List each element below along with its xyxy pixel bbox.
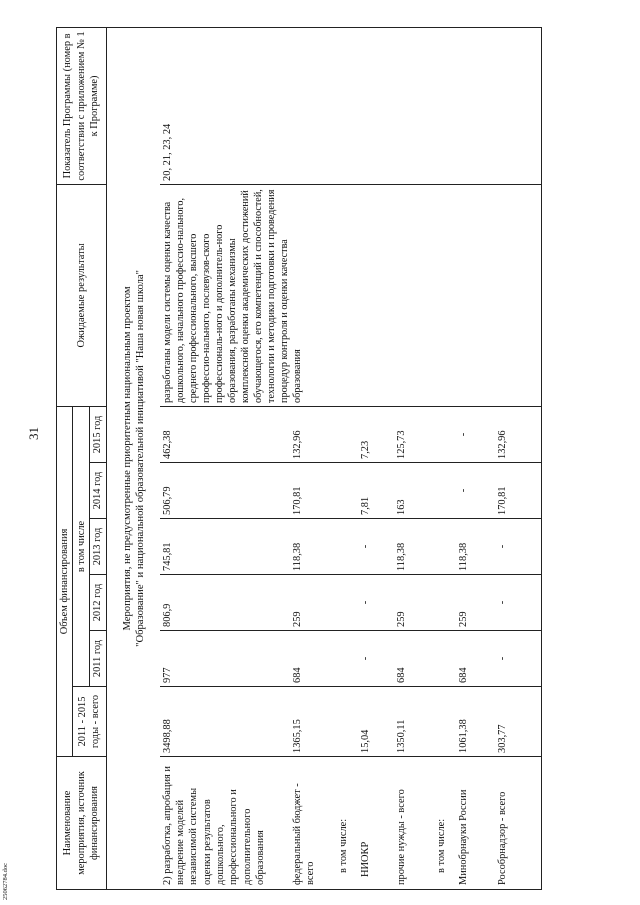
cell-2011: 977 — [160, 631, 290, 687]
cell-2013: 118,38 — [394, 519, 434, 575]
cell-2011 — [336, 631, 358, 687]
cell-total: 1365,15 — [290, 687, 336, 757]
year-header: 2013 год — [90, 519, 106, 575]
row-name: федеральный бюджет - всего — [290, 757, 336, 890]
cell-2014: 170,81 — [495, 463, 542, 519]
row-name: в том числе: — [434, 757, 456, 890]
cell-total — [336, 687, 358, 757]
expected-results-cont — [495, 184, 542, 406]
col-name-header: Наименование мероприятия, источник финансирования — [57, 757, 107, 890]
table-row — [160, 27, 290, 889]
cell-2012 — [336, 575, 358, 631]
indicator-cont — [495, 27, 542, 184]
section-heading-row — [106, 27, 160, 889]
cell-2012: 259 — [456, 575, 495, 631]
cell-2013: 745,81 — [160, 519, 290, 575]
cell-2014: 163 — [394, 463, 434, 519]
table-header — [57, 27, 107, 889]
page-number: 31 — [26, 427, 41, 440]
section-heading — [106, 27, 160, 889]
cell-2014 — [434, 463, 456, 519]
cell-2015 — [434, 406, 456, 462]
col-indicator-header: Показатель Программы (номер в соответствии с приложением № 1 к Программе) — [57, 27, 107, 184]
col-total-header: 2011 - 2015 годы - всего — [73, 687, 106, 757]
cell-2014: 506,79 — [160, 463, 290, 519]
cell-2013: 118,38 — [290, 519, 336, 575]
cell-2015: 132,96 — [495, 406, 542, 462]
cell-total: 3498,88 — [160, 687, 290, 757]
cell-2014: 170,81 — [290, 463, 336, 519]
row-name: Рособрнадзор - всего — [495, 757, 542, 890]
col-funding-header: Объем финансирования — [57, 406, 73, 756]
cell-2011: - — [358, 631, 394, 687]
section-heading-line1: Мероприятия, не предусмотренные приоритетным национальным проектом — [121, 286, 133, 631]
cell-2015 — [336, 406, 358, 462]
cell-2012: 259 — [394, 575, 434, 631]
cell-2015: 7,23 — [358, 406, 394, 462]
year-header: 2015 год — [90, 406, 106, 462]
year-header: 2011 год — [90, 631, 106, 687]
cell-2012: - — [358, 575, 394, 631]
col-expected-header: Ожидаемые результаты — [57, 184, 107, 406]
cell-total: 15,04 — [358, 687, 394, 757]
year-header: 2014 год — [90, 463, 106, 519]
cell-2012 — [434, 575, 456, 631]
cell-2014 — [336, 463, 358, 519]
row-name: Минобрнауки России — [456, 757, 495, 890]
cell-2013 — [336, 519, 358, 575]
row-name: НИОКР — [358, 757, 394, 890]
cell-2015: 462,38 — [160, 406, 290, 462]
cell-total: 1061,38 — [456, 687, 495, 757]
cell-2014: 7,81 — [358, 463, 394, 519]
cell-2015: - — [456, 406, 495, 462]
document-code: 25062784.doc — [2, 862, 9, 900]
cell-2015: 132,96 — [290, 406, 336, 462]
cell-2013: 118,38 — [456, 519, 495, 575]
rotated-page-content — [56, 28, 616, 890]
section-heading-line2: "Образование" и национальной образовательной инициативой "Наша новая школа" — [135, 270, 147, 647]
cell-2013: - — [358, 519, 394, 575]
cell-2014: - — [456, 463, 495, 519]
cell-2011: - — [495, 631, 542, 687]
table-row — [495, 27, 542, 889]
cell-2012: 806,9 — [160, 575, 290, 631]
cell-total: 303,77 — [495, 687, 542, 757]
cell-total: 1350,11 — [394, 687, 434, 757]
funding-table — [56, 27, 542, 890]
row-name: прочие нужды - всего — [394, 757, 434, 890]
expected-results: разработаны модели системы оценки качества дошкольного, начального профессио-нального, среднего профессионального, высшего профессио-нального, послевузов-ского профессиональ-ного и дополнитель-ного образования, разработаны механизмы комплексной оценки академических достижений обучающегося, его компетенций и способностей, технологии и методики подготовки и проведения процедур контроля и оценки качества образования — [160, 184, 495, 406]
cell-2013: - — [495, 519, 542, 575]
cell-2011 — [434, 631, 456, 687]
year-header: 2012 год — [90, 575, 106, 631]
cell-2012: 259 — [290, 575, 336, 631]
cell-2011: 684 — [394, 631, 434, 687]
cell-2011: 684 — [290, 631, 336, 687]
indicator-numbers: 20, 21, 23, 24 — [160, 27, 495, 184]
cell-2012: - — [495, 575, 542, 631]
cell-2013 — [434, 519, 456, 575]
row-name: в том числе: — [336, 757, 358, 890]
table-body — [106, 27, 541, 889]
col-incl-header: в том числе — [73, 406, 90, 686]
cell-2015: 125,73 — [394, 406, 434, 462]
row-name: 2) разработка, апробация и внедрение моделей независимой системы оценки результатов дошкольного, профессионального и дополнительного образования — [160, 757, 290, 890]
cell-total — [434, 687, 456, 757]
cell-2011: 684 — [456, 631, 495, 687]
